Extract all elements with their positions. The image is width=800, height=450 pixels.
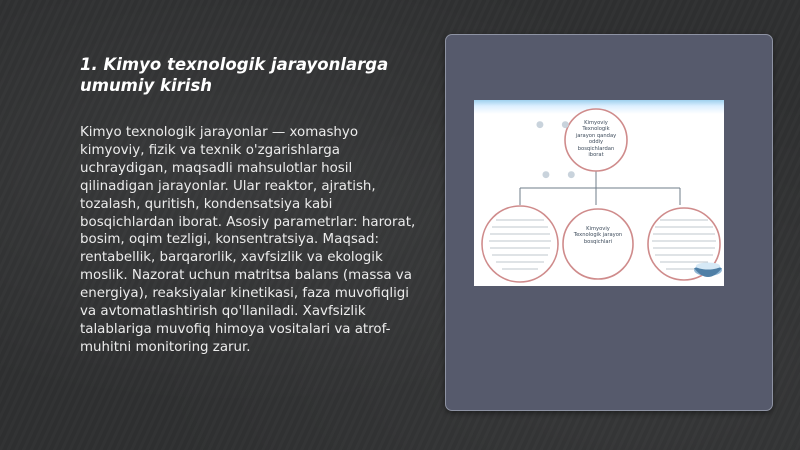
diagram-image [474, 100, 724, 286]
watermark-mark: ● ● [536, 120, 571, 130]
top-node-label: Kimyoviy Texnologik jarayon qanday oddiy bosqichlardan iborat [575, 120, 617, 159]
slide-body-text: Kimyo texnologik jarayonlar — xomashyo kimyoviy, fizik va texnik o'zgarishlarga uchraydigan, maqsadli mahsulotlar hosil qilinadigan jarayonlar. Ular reaktor, ajratish, tozalash, quritish, kondensatsiya kabi bosqichlardan iborat. Asosiy parametrlar: harorat, bosim, oqim tezligi, konsentratsiya. Maqsad: rentabellik, barqarorlik, xavfsizlik va ekologik moslik. Nazorat uchun matritsa balans (massa va energiya), reaksiyalar kinetikasi, faza muvofiqligi va avtomatlashtirish qo'llaniladi. Xavfsizlik talablariga muvofiq himoya vositalari va atrof-muhitni monitoring zarur. [80, 125, 416, 355]
slide-title: 1. Kimyo texnologik jarayonlarga umumiy kirish [80, 55, 389, 95]
watermark-mark-2: ● ● [542, 170, 577, 180]
child-node-1-circle [482, 206, 558, 282]
child-node-2-label: Kimyoviy Texnologik jarayon bosqichlari [573, 226, 623, 245]
